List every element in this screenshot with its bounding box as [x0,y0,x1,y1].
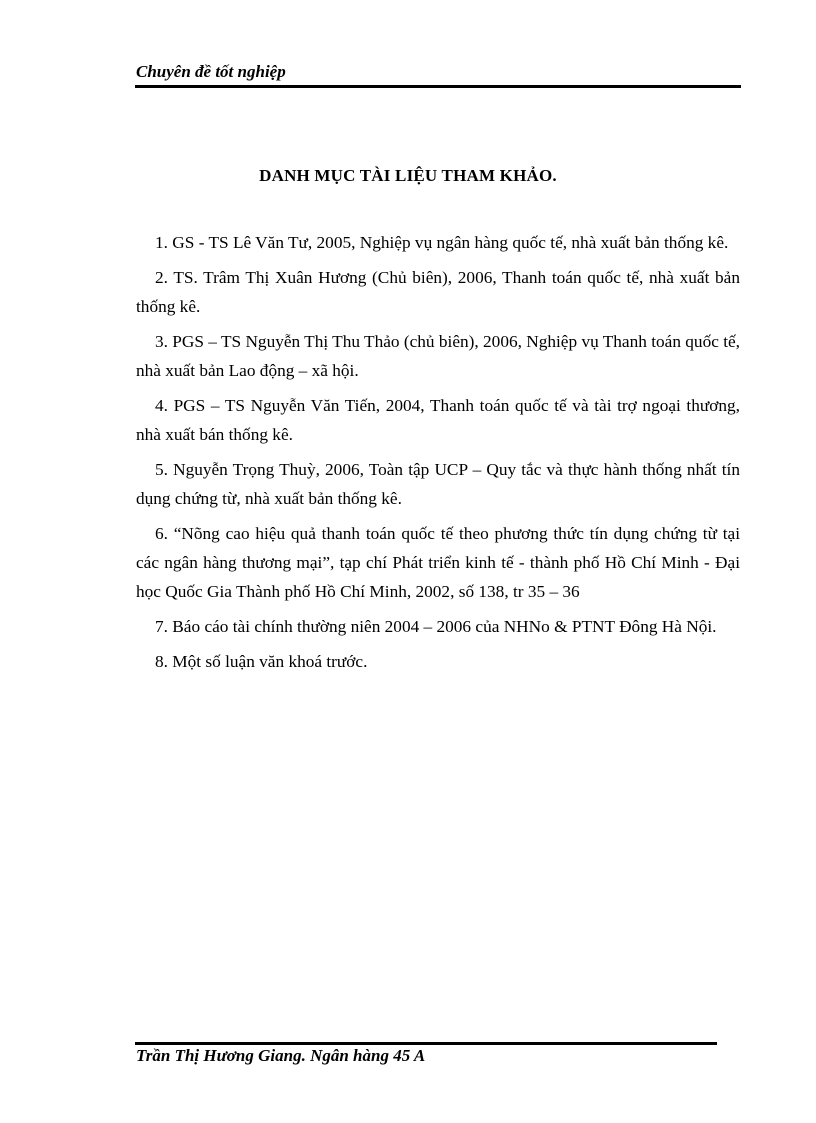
running-header: Chuyên đề tốt nghiệp [136,62,286,81]
reference-list [136,228,740,682]
footer-divider [135,1042,717,1045]
reference-item-3: 3. PGS – TS Nguyễn Thị Thu Thảo (chủ biên), 2006, Nghiệp vụ Thanh toán quốc tế, nhà xuất bản Lao động – xã hội. [136,332,740,380]
reference-item-1: 1. GS - TS Lê Văn Tư, 2005, Nghiệp vụ ngân hàng quốc tế, nhà xuất bản thống kê. [155,233,729,252]
reference-item-2: 2. TS. Trâm Thị Xuân Hương (Chủ biên), 2006, Thanh toán quốc tế, nhà xuất bản thống kê. [136,268,740,316]
reference-item-5: 5. Nguyễn Trọng Thuỳ, 2006, Toàn tập UCP – Quy tắc và thực hành thống nhất tín dụng chứng từ, nhà xuất bản thống kê. [136,460,740,508]
running-footer: Trần Thị Hương Giang. Ngân hàng 45 A [136,1046,426,1065]
reference-item-8: 8. Một số luận văn khoá trước. [155,652,368,671]
page-title: DANH MỤC TÀI LIỆU THAM KHẢO. [259,166,557,185]
header-divider [135,85,741,88]
reference-item-7: 7. Báo cáo tài chính thường niên 2004 – 2006 của NHNo & PTNT Đông Hà Nội. [155,617,717,636]
reference-item-6: 6. “Nõng cao hiệu quả thanh toán quốc tế theo phương thức tín dụng chứng từ tại các ngân hàng thương mại”, tạp chí Phát triển kinh tế - thành phố Hồ Chí Minh - Đại học Quốc Gia Thành phố Hồ Chí Minh, 2002, số 138, tr 35 – 36 [136,524,740,601]
reference-item-4: 4. PGS – TS Nguyễn Văn Tiến, 2004, Thanh toán quốc tế và tài trợ ngoại thương, nhà xuất bán thống kê. [136,396,740,444]
